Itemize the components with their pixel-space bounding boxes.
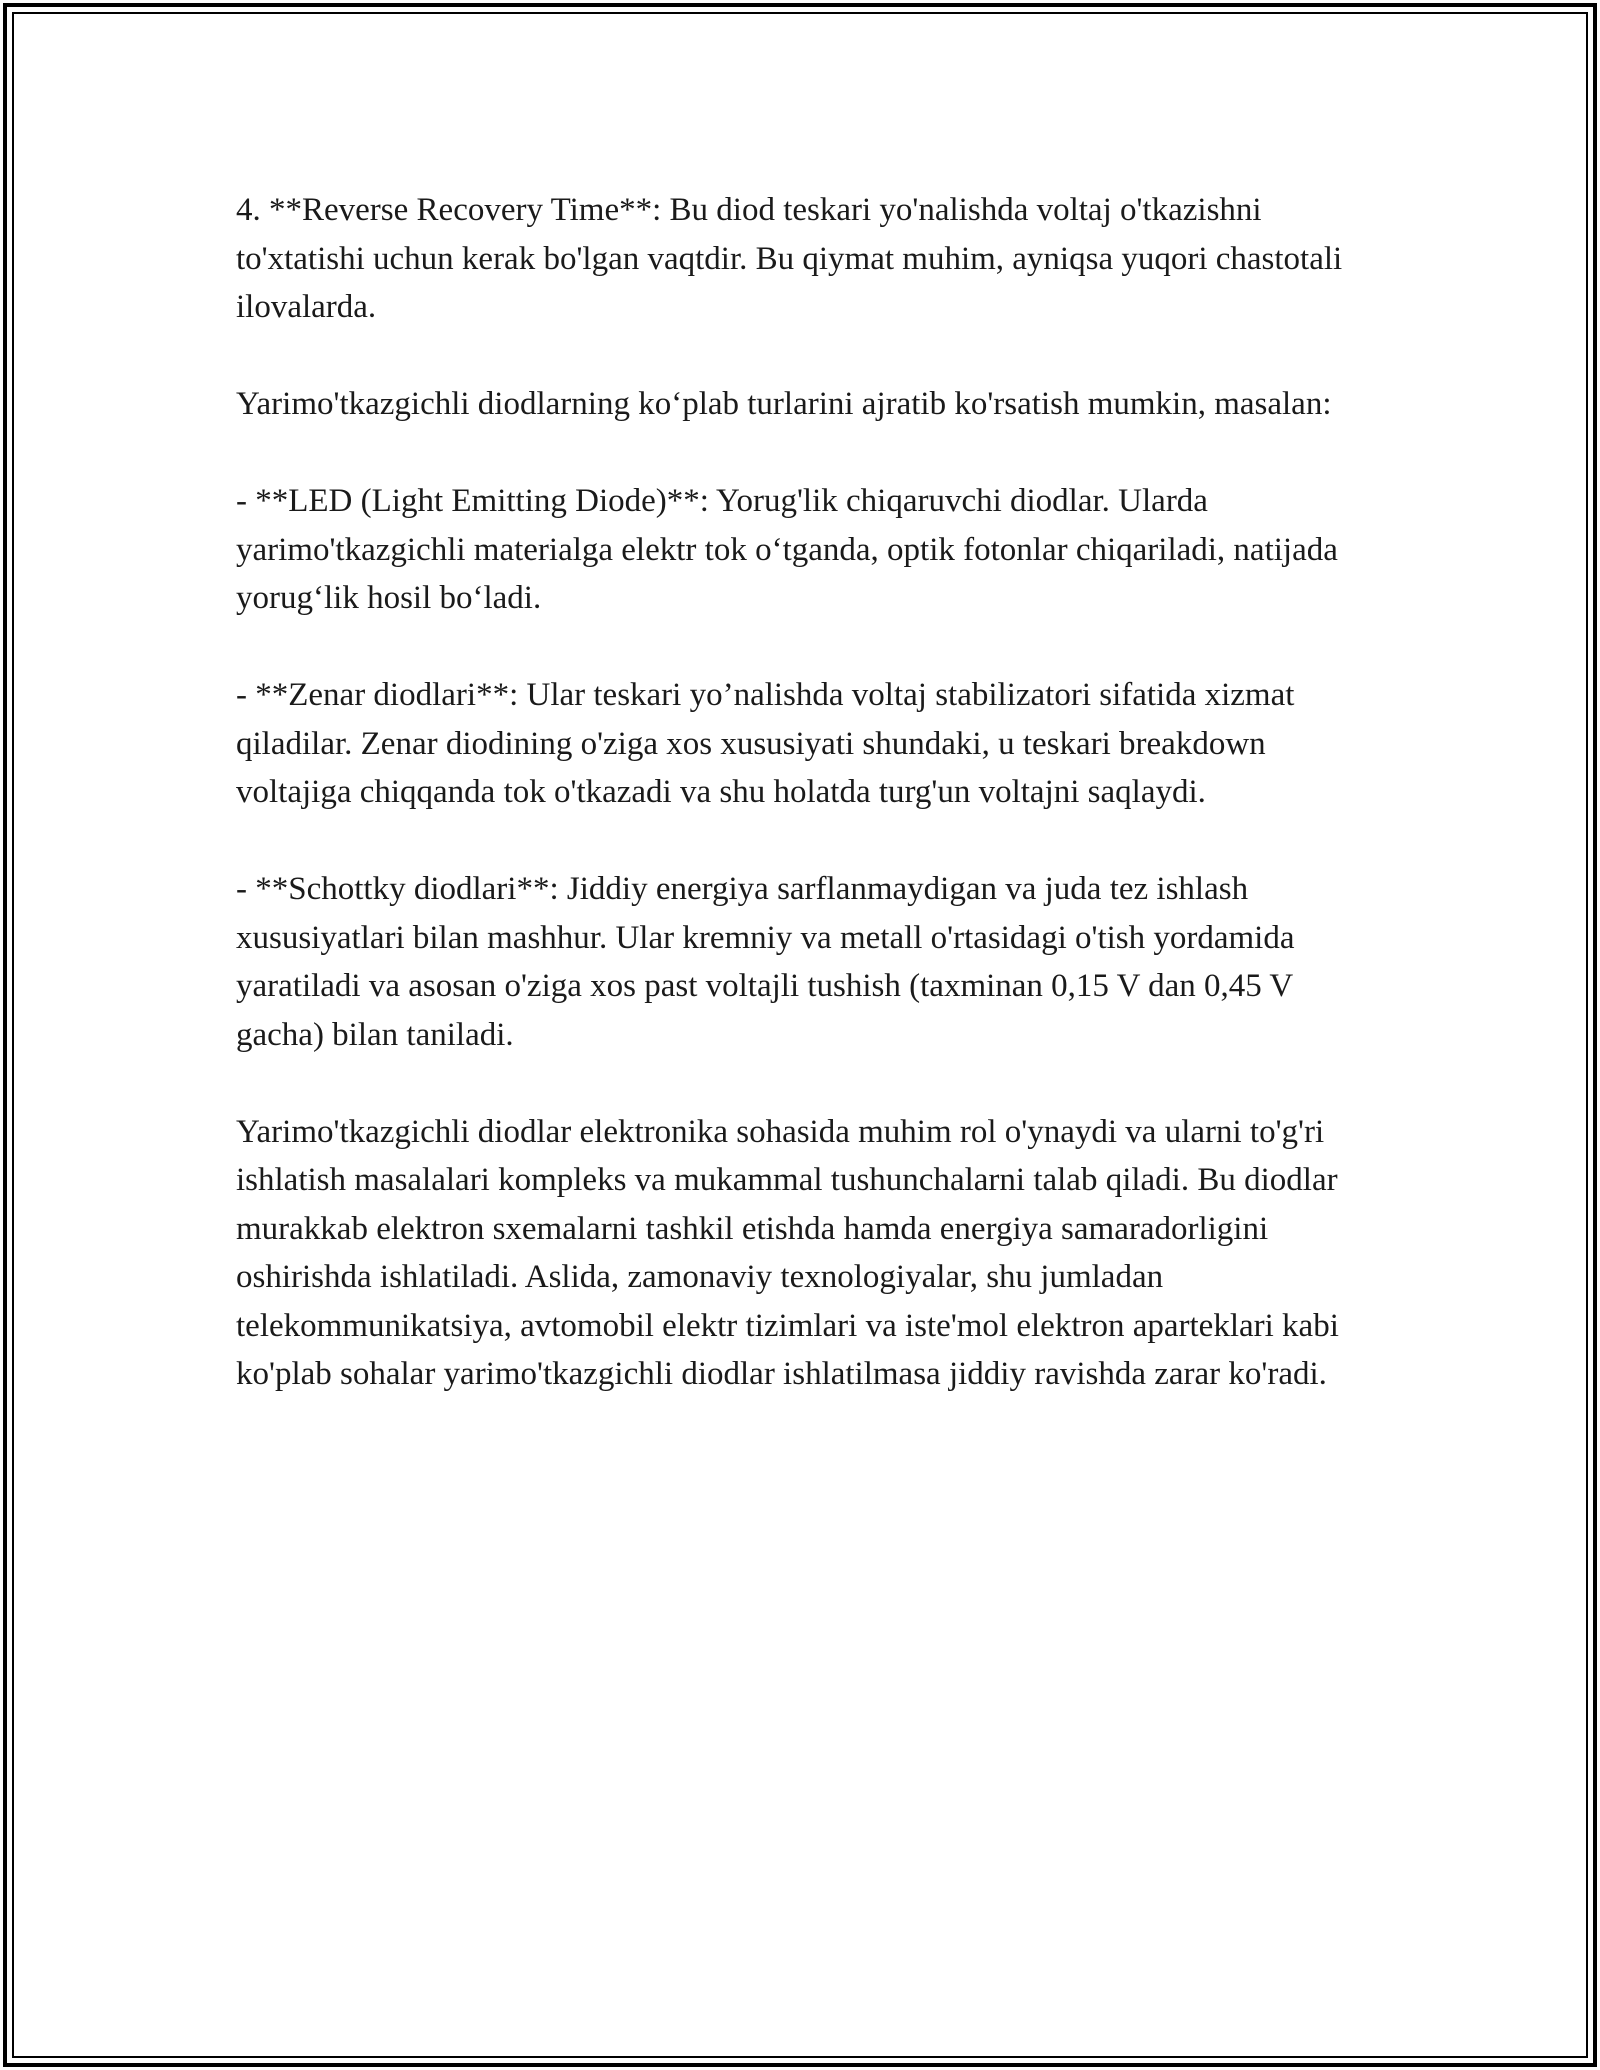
document-body (236, 186, 1366, 1447)
paragraph-led: - **LED (Light Emitting Diode)**: Yorug'lik chiqaruvchi diodlar. Ularda yarimo'tkazgichli materialga elektr tok o‘tganda, optik fotonlar chiqariladi, natijada yorug‘lik hosil bo‘ladi. (236, 483, 1338, 616)
paragraph-zenar: - **Zenar diodlari**: Ular teskari yo’nalishda voltaj stabilizatori sifatida xizmat qiladilar. Zenar diodining o'ziga xos xususiyati shundaki, u teskari breakdown voltajiga chiqqanda tok o'tkazadi va shu holatda turg'un voltajni saqlaydi. (236, 677, 1295, 810)
paragraph-conclusion: Yarimo'tkazgichli diodlar elektronika sohasida muhim rol o'ynaydi va ularni to'g'ri ishlatish masalalari kompleks va mukammal tushunchalarni talab qiladi. Bu diodlar murakkab elektron sxemalarni tashkil etishda hamda energiya samaradorligini oshirishda ishlatiladi. Aslida, zamonaviy texnologiyalar, shu jumladan telekommunikatsiya, avtomobil elektr tizimlari va iste'mol elektron aparteklari kabi ko'plab sohalar yarimo'tkazgichli diodlar ishlatilmasa jiddiy ravishda zarar ko'radi. (236, 1113, 1339, 1392)
paragraph-schottky: - **Schottky diodlari**: Jiddiy energiya sarflanmaydigan va juda tez ishlash xususiyatlari bilan mashhur. Ular kremniy va metall o'rtasidagi o'tish yordamida yaratiladi va asosan o'ziga xos past voltajli tushish (taxminan 0,15 V dan 0,45 V gacha) bilan taniladi. (236, 871, 1295, 1053)
paragraph-reverse-recovery-time: 4. **Reverse Recovery Time**: Bu diod teskari yo'nalishda voltaj o'tkazishni to'xtatishi uchun kerak bo'lgan vaqtdir. Bu qiymat muhim, ayniqsa yuqori chastotali ilovalarda. (236, 192, 1343, 325)
paragraph-diode-types-intro: Yarimo'tkazgichli diodlarning ko‘plab turlarini ajratib ko'rsatish mumkin, masalan: (236, 386, 1332, 422)
